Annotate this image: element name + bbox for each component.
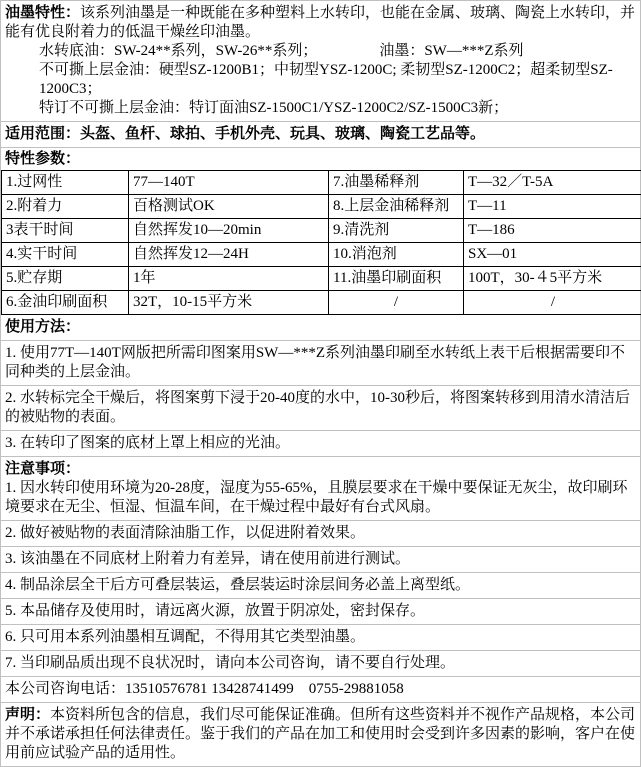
notice-item: 1. 因水转印使用环境为20-28度，湿度为55-65%，且膜层要求在干燥中要保证无灰尘，故印刷环境要求在无尘、恒湿、恒温车间，在干燥过程中最好有台式风扇。 bbox=[5, 479, 636, 517]
section-application-range bbox=[1, 122, 640, 148]
spec-table bbox=[1, 170, 641, 315]
param-value: 自然挥发12—24H bbox=[129, 243, 329, 267]
section-ink-properties bbox=[1, 1, 640, 122]
param-value: T—186 bbox=[464, 219, 641, 243]
contact-phone-row bbox=[1, 677, 640, 703]
section-parameters bbox=[1, 148, 640, 315]
param-name: 8.上层金油稀释剂 bbox=[329, 195, 464, 219]
param-name: 3表干时间 bbox=[2, 219, 129, 243]
usage-item: 1. 使用77T—140T网版把所需印图案用SW—***Z系列油墨印刷至水转纸上表干后根据需要印不同种类的上层金油。 bbox=[1, 341, 640, 386]
param-value: 32T，10-15平方米 bbox=[129, 291, 329, 315]
base-oil-series: 水转底油：SW-24**系列，SW-26**系列； bbox=[39, 43, 317, 59]
param-name: 1.过网性 bbox=[2, 171, 129, 195]
parameters-label: 特性参数： bbox=[1, 148, 640, 170]
ink-properties-paragraph bbox=[5, 4, 636, 42]
section-notice-header bbox=[1, 457, 640, 521]
contact-phone-label: 本公司咨询电话： bbox=[5, 681, 125, 697]
table-row bbox=[2, 243, 641, 267]
statement-label: 声明： bbox=[5, 707, 50, 723]
custom-topcoat-line: 特订不可撕上层金油：特订面油SZ-1500C1/YSZ-1200C2/SZ-1500C3新； bbox=[5, 99, 636, 118]
notice-item: 3. 该油墨在不同底材上附着力有差异，请在使用前进行测试。 bbox=[1, 547, 640, 573]
application-range-text: 头盔、鱼杆、球拍、手机外壳、玩具、玻璃、陶瓷工艺品等。 bbox=[80, 126, 485, 142]
statement-text: 本资料所包含的信息，我们尽可能保证准确。但所有这些资料并不视作产品规格，本公司并不承诺承担任何法律责任。鉴于我们的产品在加工和使用时会受到许多因素的影响，客户在使用前应试验产品的适用性。 bbox=[5, 707, 635, 761]
param-empty: / bbox=[329, 291, 464, 315]
param-value: 1年 bbox=[129, 267, 329, 291]
notice-item: 4. 制品涂层全干后方可叠层装运，叠层装运时涂层间务必盖上离型纸。 bbox=[1, 573, 640, 599]
base-oil-line bbox=[5, 42, 636, 61]
param-value: T—11 bbox=[464, 195, 641, 219]
table-row bbox=[2, 195, 641, 219]
param-value: 自然挥发10—20min bbox=[129, 219, 329, 243]
contact-phone-numbers: 13510576781 13428741499 0755-29881058 bbox=[125, 681, 404, 697]
param-value: 77—140T bbox=[129, 171, 329, 195]
param-name: 6.金油印刷面积 bbox=[2, 291, 129, 315]
table-row bbox=[2, 219, 641, 243]
table-row bbox=[2, 291, 641, 315]
ink-properties-description: 该系列油墨是一种既能在多种塑料上水转印，也能在金属、玻璃、陶瓷上水转印，并能有优良附着力的低温干燥丝印油墨。 bbox=[5, 5, 635, 40]
application-range-label: 适用范围： bbox=[5, 126, 80, 142]
param-value: SX—01 bbox=[464, 243, 641, 267]
table-row bbox=[2, 267, 641, 291]
table-row bbox=[2, 171, 641, 195]
usage-item: 2. 水转标完全干燥后，将图案剪下浸于20-40度的水中，10-30秒后，将图案转移到用清水清洁后的被贴物的表面。 bbox=[1, 386, 640, 431]
param-name: 5.贮存期 bbox=[2, 267, 129, 291]
statement-row bbox=[1, 703, 640, 766]
ink-series: 油墨：SW—***Z系列 bbox=[379, 43, 523, 59]
ink-properties-label: 油墨特性： bbox=[5, 5, 80, 21]
notice-item: 6. 只可用本系列油墨相互调配，不得用其它类型油墨。 bbox=[1, 625, 640, 651]
topcoat-line: 不可撕上层金油：硬型SZ-1200B1；中韧型YSZ-1200C; 柔韧型SZ-1200C2；超柔韧型SZ-1200C3； bbox=[5, 61, 636, 99]
param-value: 100T，30-４5平方米 bbox=[464, 267, 641, 291]
param-name: 11.油墨印刷面积 bbox=[329, 267, 464, 291]
param-name: 2.附着力 bbox=[2, 195, 129, 219]
param-value: T—32／T-5A bbox=[464, 171, 641, 195]
param-empty: / bbox=[464, 291, 641, 315]
section-usage-header: 使用方法： bbox=[1, 315, 640, 341]
notice-item: 7. 当印刷品质出现不良状况时，请向本公司咨询，请不要自行处理。 bbox=[1, 651, 640, 677]
param-name: 10.消泡剂 bbox=[329, 243, 464, 267]
notice-item: 5. 本品储存及使用时，请远离火源，放置于阴凉处，密封保存。 bbox=[1, 599, 640, 625]
param-name: 7.油墨稀释剂 bbox=[329, 171, 464, 195]
notice-label: 注意事项： bbox=[5, 460, 636, 479]
param-name: 9.清洗剂 bbox=[329, 219, 464, 243]
param-name: 4.实干时间 bbox=[2, 243, 129, 267]
usage-item: 3. 在转印了图案的底材上罩上相应的光油。 bbox=[1, 431, 640, 457]
notice-item: 2. 做好被贴物的表面清除油脂工作，以促进附着效果。 bbox=[1, 521, 640, 547]
param-value: 百格测试OK bbox=[129, 195, 329, 219]
